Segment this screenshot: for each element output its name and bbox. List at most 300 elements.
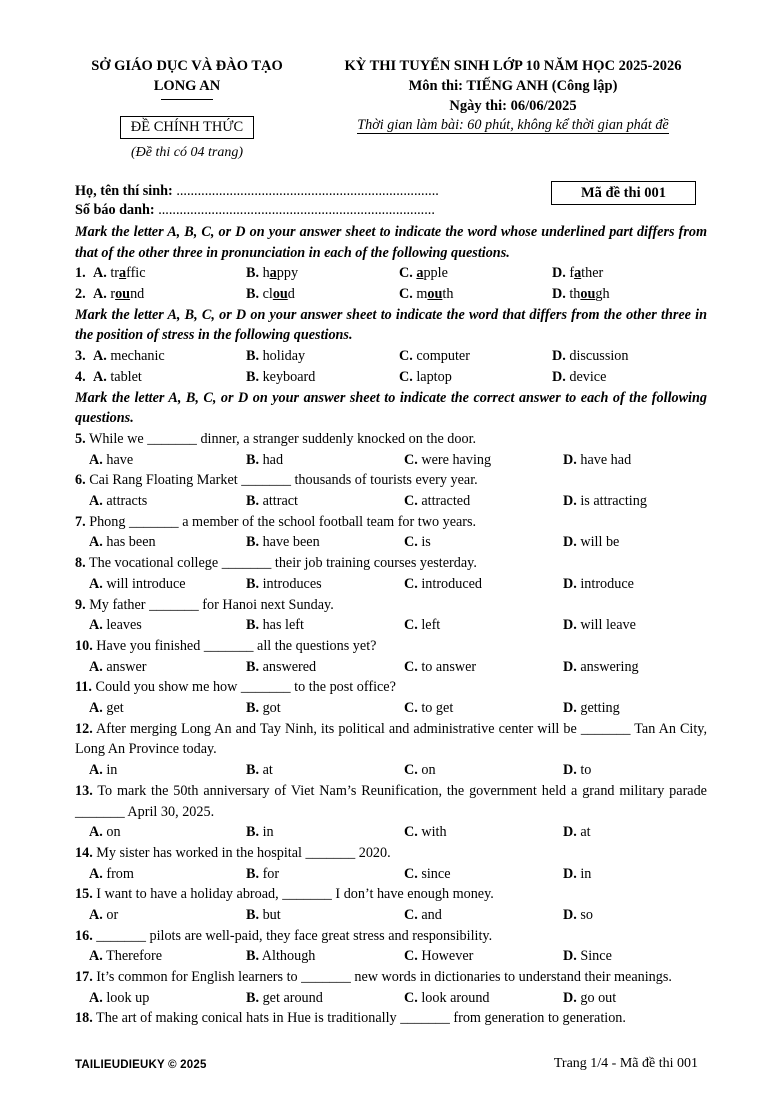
question-number: 5. — [75, 430, 86, 447]
option-letter: A. — [89, 451, 103, 468]
option-letter: C. — [404, 906, 418, 923]
option-text: laptop — [416, 368, 452, 385]
answer-option — [404, 822, 447, 843]
answer-option — [246, 346, 305, 367]
header-divider — [161, 99, 213, 100]
question-text: To mark the 50th anniversary of Viet Nam’s Reunification, the government held a grand military parade _______ April 30, 2025. — [75, 782, 707, 820]
option-letter: C. — [404, 700, 418, 717]
question-stem — [75, 926, 707, 947]
option-text: answering — [580, 658, 639, 675]
option-letter: D. — [552, 286, 566, 303]
question-number: 8. — [75, 555, 86, 572]
option-text: in — [580, 865, 592, 882]
answer-option — [404, 532, 431, 553]
option-letter: C. — [404, 493, 418, 510]
answer-option — [246, 263, 298, 284]
option-letter: C. — [404, 617, 418, 634]
answer-option — [404, 905, 442, 926]
question-stem — [75, 1008, 707, 1029]
options-row — [75, 864, 707, 885]
option-letter: A. — [89, 989, 103, 1006]
question-number: 13. — [75, 782, 93, 799]
option-letter: C. — [404, 575, 418, 592]
option-text: Therefore — [106, 948, 163, 965]
answer-option — [563, 698, 620, 719]
option-letter: D. — [563, 700, 577, 717]
option-text: However — [421, 948, 474, 965]
option-letter: B. — [246, 617, 260, 634]
province-name: LONG AN — [153, 78, 221, 94]
answer-option — [399, 263, 448, 284]
options-row — [75, 615, 707, 636]
name-field: .......................................................................... — [172, 183, 439, 199]
option-letter: A. — [89, 865, 103, 882]
answer-option — [89, 760, 117, 781]
option-letter: C. — [404, 824, 418, 841]
question-stem — [75, 553, 707, 574]
option-text: is attracting — [580, 493, 647, 510]
question-text: Could you show me how _______ to the post office? — [95, 679, 396, 696]
option-text: for — [262, 865, 280, 882]
answer-option — [399, 284, 453, 305]
question-number: 2. — [75, 286, 86, 303]
option-text: computer — [416, 348, 470, 365]
option-letter: C. — [399, 348, 413, 365]
answer-option — [246, 988, 323, 1009]
answer-option — [246, 657, 316, 678]
option-letter: C. — [404, 762, 418, 779]
answer-option — [89, 574, 186, 595]
option-letter: A. — [93, 368, 107, 385]
options-row — [75, 760, 707, 781]
option-text: to answer — [421, 658, 477, 675]
option-text: keyboard — [262, 368, 316, 385]
option-letter: C. — [404, 865, 418, 882]
option-text-part: r — [110, 286, 116, 303]
option-text: attracts — [106, 493, 148, 510]
answer-option — [552, 346, 628, 367]
option-letter: B. — [246, 493, 260, 510]
option-text: left — [421, 617, 441, 634]
question-text: Cai Rang Floating Market _______ thousands of tourists every year. — [89, 472, 478, 489]
question-stem — [75, 595, 707, 616]
question-text: My father _______ for Hanoi next Sunday. — [89, 596, 334, 613]
answer-option — [246, 946, 315, 967]
answer-option — [563, 822, 591, 843]
footer-watermark: TAILIEUDIEUKY © 2025 — [75, 1059, 207, 1071]
option-text-part: pple — [423, 265, 448, 282]
option-text: at — [262, 762, 273, 779]
answer-option — [563, 657, 639, 678]
option-text: to get — [421, 700, 454, 717]
id-field: .............................................................................. — [154, 202, 435, 218]
answer-option — [552, 284, 610, 305]
question-stem — [75, 470, 707, 491]
question-text: The vocational college _______ their job training courses yesterday. — [88, 555, 477, 572]
question-number: 7. — [75, 513, 86, 530]
answer-option — [563, 946, 612, 967]
answer-option — [89, 657, 147, 678]
option-text: to — [580, 762, 592, 779]
option-text: and — [421, 906, 442, 923]
option-text: get — [106, 700, 124, 717]
answer-option — [563, 615, 636, 636]
underlined-sound: a — [416, 265, 424, 282]
id-label: Số báo danh: — [75, 202, 155, 218]
answer-option — [89, 698, 124, 719]
answer-option — [93, 367, 142, 388]
option-letter: C. — [399, 265, 413, 282]
option-text: has been — [106, 534, 156, 551]
exam-title: KỲ THI TUYỂN SINH LỚP 10 NĂM HỌC 2025-2026 — [344, 58, 682, 74]
answer-option — [563, 450, 631, 471]
option-text: from — [106, 865, 134, 882]
underlined-sound: a — [119, 265, 127, 282]
answer-option — [404, 615, 440, 636]
option-letter: B. — [246, 700, 260, 717]
option-letter: A. — [89, 906, 103, 923]
answer-option — [246, 615, 304, 636]
options-row — [75, 905, 707, 926]
option-letter: A. — [93, 265, 107, 282]
answer-option — [563, 491, 647, 512]
option-letter: C. — [404, 534, 418, 551]
option-text-part: cl — [262, 286, 273, 303]
options-row — [75, 491, 707, 512]
option-text-part: f — [569, 265, 575, 282]
option-letter: D. — [552, 368, 566, 385]
option-letter: D. — [563, 617, 577, 634]
option-text: get around — [262, 989, 323, 1006]
option-text-part: ffic — [126, 265, 146, 282]
options-row — [75, 988, 707, 1009]
option-text: since — [421, 865, 451, 882]
options-row — [75, 657, 707, 678]
answer-option — [246, 491, 298, 512]
answer-option — [404, 491, 470, 512]
option-text: look up — [106, 989, 150, 1006]
option-text: introduced — [421, 575, 483, 592]
option-letter: D. — [563, 575, 577, 592]
question-number: 16. — [75, 927, 93, 944]
option-text: discussion — [569, 348, 629, 365]
question-stem — [75, 636, 707, 657]
question-stem — [75, 884, 707, 905]
option-letter: D. — [563, 906, 577, 923]
option-text: introduce — [580, 575, 634, 592]
options-row — [75, 946, 707, 967]
page-number: Trang 1/4 - Mã đề thi 001 — [553, 1056, 698, 1071]
option-text: at — [580, 824, 591, 841]
question-text: _______ pilots are well-paid, they face great stress and responsibility. — [96, 927, 493, 944]
department-name: SỞ GIÁO DỤC VÀ ĐÀO TẠO — [91, 58, 283, 74]
answer-option — [246, 905, 281, 926]
options-row — [75, 822, 707, 843]
option-text-part: ther — [581, 265, 604, 282]
option-text: have had — [580, 451, 632, 468]
option-letter: A. — [89, 617, 103, 634]
name-label: Họ, tên thí sinh: — [75, 183, 173, 199]
answer-option — [89, 532, 156, 553]
option-text: Although — [261, 948, 316, 965]
option-text: have — [106, 451, 134, 468]
question-text: The art of making conical hats in Hue is traditionally _______ from generation to generation. — [96, 1010, 626, 1027]
answer-option — [404, 657, 476, 678]
question-number: 1. — [75, 265, 86, 282]
option-letter: C. — [399, 286, 413, 303]
section-instruction: Mark the letter A, B, C, or D on your answer sheet to indicate the word whose underlined part differs from that of the other three in pronunciation in each of the following questions. — [75, 224, 707, 261]
option-text-part: tr — [110, 265, 120, 282]
option-letter: B. — [246, 286, 260, 303]
option-letter: D. — [552, 348, 566, 365]
option-text: have been — [262, 534, 320, 551]
option-letter: B. — [246, 348, 260, 365]
question-stem — [75, 677, 707, 698]
option-text-part: nd — [130, 286, 145, 303]
option-letter: B. — [246, 948, 260, 965]
option-letter: C. — [404, 989, 418, 1006]
option-letter: A. — [89, 658, 103, 675]
answer-option — [246, 367, 315, 388]
exam-subject: Môn thi: TIẾNG ANH (Công lập) — [408, 78, 618, 94]
answer-option — [89, 491, 147, 512]
candidate-info — [75, 182, 439, 220]
answer-option — [399, 367, 452, 388]
option-letter: A. — [89, 700, 103, 717]
options-row — [75, 450, 707, 471]
option-text-part: ppy — [276, 265, 299, 282]
option-letter: A. — [89, 575, 103, 592]
question-stem — [75, 429, 707, 450]
exam-code: Mã đề thi 001 — [551, 181, 696, 205]
time-note: Thời gian làm bài: 60 phút, không kể thời gian phát đề — [357, 117, 669, 133]
option-letter: A. — [89, 824, 103, 841]
answer-option — [552, 367, 606, 388]
answer-option — [89, 988, 149, 1009]
option-text: will introduce — [106, 575, 186, 592]
question-stem — [75, 512, 707, 533]
question-number: 15. — [75, 886, 93, 903]
question-row — [75, 346, 707, 367]
answer-option — [246, 698, 281, 719]
question-row — [75, 367, 707, 388]
answer-option — [404, 946, 473, 967]
question-number: 4. — [75, 368, 86, 385]
option-letter: D. — [552, 265, 566, 282]
option-letter: A. — [93, 286, 107, 303]
question-row — [75, 284, 707, 305]
option-letter: A. — [89, 948, 103, 965]
answer-option — [93, 284, 144, 305]
option-text: were having — [421, 451, 492, 468]
option-text: on — [106, 824, 121, 841]
question-text: My sister has worked in the hospital _______ 2020. — [96, 844, 391, 861]
options-row — [75, 532, 707, 553]
question-content — [75, 222, 707, 1029]
option-text: attracted — [421, 493, 471, 510]
option-letter: A. — [89, 493, 103, 510]
option-text: look around — [421, 989, 490, 1006]
answer-option — [246, 532, 320, 553]
answer-option — [246, 284, 295, 305]
exam-header — [312, 56, 714, 134]
answer-option — [246, 760, 273, 781]
option-letter: D. — [563, 989, 577, 1006]
option-text: leaves — [106, 617, 142, 634]
section-instruction: Mark the letter A, B, C, or D on your answer sheet to indicate the correct answer to each of the following questions. — [75, 389, 707, 427]
question-number: 12. — [75, 720, 93, 737]
answer-option — [93, 346, 165, 367]
section-instruction: Mark the letter A, B, C, or D on your answer sheet to indicate the word that differs from the other three in the position of stress in the following questions. — [75, 306, 707, 344]
question-row — [75, 263, 707, 284]
question-stem — [75, 781, 707, 822]
question-number: 6. — [75, 472, 86, 489]
question-number: 9. — [75, 596, 86, 613]
option-letter: B. — [246, 265, 260, 282]
question-number: 18. — [75, 1010, 93, 1027]
option-text: device — [569, 368, 607, 385]
answer-option — [89, 905, 118, 926]
underlined-sound: a — [574, 265, 582, 282]
answer-option — [563, 988, 616, 1009]
answer-option — [246, 574, 322, 595]
option-text: tablet — [110, 368, 142, 385]
question-text: Have you finished _______ all the questions yet? — [96, 637, 377, 654]
option-letter: D. — [563, 865, 577, 882]
answer-option — [404, 988, 490, 1009]
option-text: or — [106, 906, 119, 923]
option-text-part: m — [416, 286, 428, 303]
option-text: attract — [262, 493, 299, 510]
question-stem — [75, 843, 707, 864]
answer-option — [399, 346, 470, 367]
answer-option — [552, 263, 603, 284]
answer-option — [89, 450, 133, 471]
answer-option — [93, 263, 146, 284]
option-letter: B. — [246, 989, 260, 1006]
option-letter: C. — [404, 658, 418, 675]
option-text: getting — [580, 700, 620, 717]
option-letter: D. — [563, 762, 577, 779]
question-text: I want to have a holiday abroad, _______ I don’t have enough money. — [96, 886, 494, 903]
option-letter: B. — [246, 534, 260, 551]
underlined-sound: ou — [427, 286, 443, 303]
answer-option — [563, 864, 591, 885]
answer-option — [89, 615, 142, 636]
option-letter: C. — [404, 451, 418, 468]
question-text: While we _______ dinner, a stranger suddenly knocked on the door. — [88, 430, 477, 447]
answer-option — [246, 864, 279, 885]
option-text-part: th — [569, 286, 581, 303]
underlined-sound: ou — [115, 286, 131, 303]
answer-option — [563, 905, 593, 926]
option-text: answered — [262, 658, 317, 675]
option-text: is — [421, 534, 431, 551]
option-letter: B. — [246, 824, 260, 841]
answer-option — [246, 822, 274, 843]
option-text: go out — [580, 989, 617, 1006]
option-text: mechanic — [110, 348, 165, 365]
underlined-sound: a — [269, 265, 277, 282]
option-letter: B. — [246, 865, 260, 882]
question-stem — [75, 719, 707, 760]
option-letter: B. — [246, 658, 260, 675]
answer-option — [89, 864, 134, 885]
option-letter: A. — [89, 534, 103, 551]
option-text: will leave — [580, 617, 636, 634]
question-number: 17. — [75, 969, 93, 986]
option-text: introduces — [262, 575, 322, 592]
answer-option — [89, 946, 162, 967]
question-stem — [75, 967, 707, 988]
option-text: will be — [580, 534, 620, 551]
answer-option — [404, 574, 482, 595]
options-row — [75, 574, 707, 595]
option-text: Since — [580, 948, 612, 965]
question-number: 10. — [75, 637, 93, 654]
answer-option — [563, 760, 591, 781]
option-letter: B. — [246, 762, 260, 779]
option-text: but — [262, 906, 281, 923]
option-text-part: h — [262, 265, 270, 282]
option-letter: C. — [399, 368, 413, 385]
option-text-part: gh — [595, 286, 610, 303]
question-text: Phong _______ a member of the school football team for two years. — [89, 513, 477, 530]
underlined-sound: ou — [580, 286, 596, 303]
answer-option — [563, 574, 634, 595]
school-header — [62, 56, 312, 161]
question-text: It’s common for English learners to _______ new words in dictionaries to understand their meanings. — [96, 969, 672, 986]
option-text: holiday — [262, 348, 306, 365]
answer-option — [404, 760, 436, 781]
option-text: in — [106, 762, 118, 779]
question-number: 14. — [75, 844, 93, 861]
question-number: 11. — [75, 679, 92, 696]
answer-option — [404, 698, 453, 719]
option-letter: B. — [246, 906, 260, 923]
option-letter: D. — [563, 658, 577, 675]
option-text: has left — [262, 617, 304, 634]
exam-date: Ngày thi: 06/06/2025 — [449, 98, 577, 114]
option-text: on — [421, 762, 436, 779]
question-text: After merging Long An and Tay Ninh, its political and administrative center will be _______ Tan An City, Long An Province today. — [75, 720, 708, 758]
answer-option — [89, 822, 121, 843]
answer-option — [404, 450, 491, 471]
option-letter: B. — [246, 575, 260, 592]
underlined-sound: ou — [272, 286, 288, 303]
option-letter: A. — [93, 348, 107, 365]
question-number: 3. — [75, 348, 86, 365]
option-text: answer — [106, 658, 147, 675]
option-letter: B. — [246, 368, 260, 385]
option-letter: D. — [563, 824, 577, 841]
official-badge: ĐỀ CHÍNH THỨC — [120, 116, 254, 139]
option-letter: B. — [246, 451, 260, 468]
option-text: so — [580, 906, 593, 923]
answer-option — [563, 532, 619, 553]
option-letter: D. — [563, 534, 577, 551]
option-text-part: th — [442, 286, 454, 303]
option-letter: D. — [563, 948, 577, 965]
answer-option — [404, 864, 451, 885]
option-text: got — [262, 700, 281, 717]
option-letter: C. — [404, 948, 418, 965]
option-text: in — [262, 824, 274, 841]
option-letter: A. — [89, 762, 103, 779]
option-text-part: d — [287, 286, 295, 303]
option-text: with — [421, 824, 447, 841]
option-letter: D. — [563, 451, 577, 468]
